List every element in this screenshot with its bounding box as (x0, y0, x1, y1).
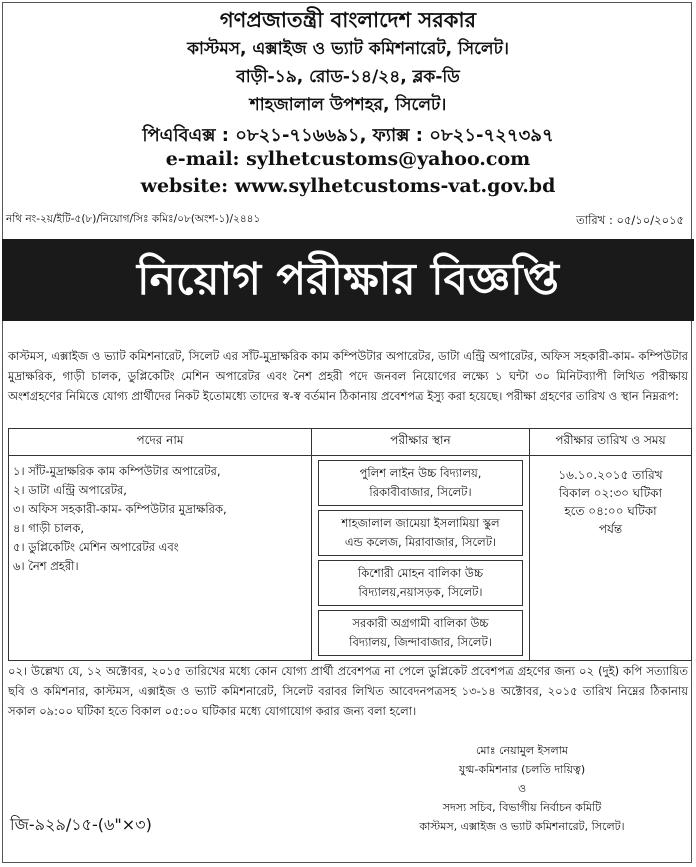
signatory-name: মোঃ নেয়ামুল ইসলাম (475, 744, 569, 757)
exam-datetime (530, 456, 692, 661)
signatory-conjunction: ও (517, 782, 527, 795)
ad-reference: জি-৯২৯/১৫-(৬"×৩) (10, 815, 152, 834)
list-item: ৬। নৈশ প্রহরী। (13, 559, 79, 573)
venue-line: বিদ্যালয়,নয়াসড়ক, সিলেট। (358, 585, 483, 599)
venue-line: সরকারী অগ্রগামী বালিকা উচ্চ (352, 616, 489, 630)
schedule-line: বিকাল ০২:৩০ ঘটিকা (558, 486, 663, 500)
office-name: কাস্টমস, এক্সাইজ ও ভ্যাট কমিশনারেট, সিলেট। (187, 39, 509, 59)
intro-paragraph: কাস্টমস, এক্সাইজ ও ভ্যাট কমিশনারেট, সিলেট এর সাঁট-মুদ্রাক্ষরিক কাম কম্পিউটার অপারেটর, ডাটা এন্ট্রি অপারেটর, অফিস সহকারী-কাম- কম্পিউটার মুদ্রাক্ষরিক, গাড়ী চালক, ডুপ্লিকেটিং মেশিন অপারেটর এবং নৈশ প্রহরী পদে জনবল নিয়োগের লক্ষ্যে ১ ঘন্টা ৩০ মিনিটব্যাপী লিখিত পরীক্ষায় অংশগ্রহণের নিমিত্তে যোগ্য প্রার্থীদের নিকট ইতোমধ্যে তাদের স্ব-স্ব বর্তমান ঠিকানায় প্রবেশপত্র ইস্যু করা হয়েছে। পরীক্ষা গ্রহণের তারিখ ও স্থান নিম্নরূপ: (8, 349, 688, 403)
header-exam-venue: পরীক্ষার স্থান (312, 429, 530, 456)
venue-list (312, 456, 530, 661)
signatory-role: সদস্য সচিব, বিভাগীয় নির্বাচন কমিটি (442, 801, 602, 814)
schedule-line: ১৬.১০.২০১৫ তারিখ (558, 468, 663, 482)
table-row (9, 456, 692, 661)
note-paragraph: ০২। উল্লেখ্য যে, ১২ অক্টোবর, ২০১৫ তারিখের মধ্যে কোন যোগ্য প্রার্থী প্রবেশপত্র না পেলে ডুপ্লিকেট প্রবেশপত্র গ্রহণের জন্য ০২ (দুই) কপি সত্যায়িত ছবি ও কমিশনার, কাস্টমস, এক্সাইজ ও ভ্যাট কমিশনারেট, সিলেট বরাবর লিখিত আবেদনপত্রসহ ১৩-১৪ অক্টোবর, ২০১৫ তারিখ নিম্নের ঠিকানায় সকাল ০৯:০০ ঘটিকা হতে বিকাল ০৫:০০ ঘটিকার মধ্যে যোগাযোগ করার জন্য বলা হলো। (8, 664, 688, 718)
memo-date: তারিখ : ০৫/১০/২০১৫ (576, 213, 684, 227)
phone-fax: পিএবিএক্স : ০৮২১-৭১৬৬৯১, ফ্যাক্স : ০৮২১-৭২৭৩৯৭ (142, 125, 554, 146)
email-address: e-mail: sylhetcustoms@yahoo.com (165, 148, 531, 170)
venue-line: কিশোরী মোহন বালিকা উচ্চ (357, 566, 484, 580)
memo-number: নথি নং-২য়/ইটি-৫(৮)/নিয়োগ/সিঃ কমিঃ/০৮(অংশ-১)/২৪৪১ (6, 213, 261, 225)
address-line-1: বাড়ী-১৯, রোড-১৪/২৪, ব্লক-ডি (236, 67, 460, 87)
list-item: ২। ডাটা এন্ট্রি অপারেটর, (13, 483, 127, 497)
signatory-office: কাস্টমস, এক্সাইজ ও ভ্যাট কমিশনারেট, সিলেট। (419, 820, 625, 833)
venue-line: রিকাবীবাজার, সিলেট। (369, 485, 472, 499)
venue-line: পুলিশ লাইন উচ্চ বিদ্যালয়, (359, 466, 482, 480)
header-exam-datetime: পরীক্ষার তারিখ ও সময় (530, 429, 692, 456)
list-item: ৪। গাড়ী চালক, (13, 521, 85, 535)
list-item: ৫। ডুপ্লিকেটিং মেশিন অপারেটর এবং (13, 540, 179, 554)
notice-title-banner: নিয়োগ পরীক্ষার বিজ্ঞপ্তি (2, 239, 694, 321)
website-address: website: www.sylhetcustoms-vat.gov.bd (140, 175, 556, 197)
government-title: গণপ্রজাতন্ত্রী বাংলাদেশ সরকার (219, 8, 477, 32)
venue-box (318, 510, 523, 556)
schedule-line: হতে ০৪:০০ ঘটিকা (564, 504, 657, 518)
exam-schedule-table (8, 428, 692, 661)
venue-box (318, 610, 523, 656)
venue-line: এন্ড কলেজ, মিরাবাজার, সিলেট। (344, 535, 497, 549)
venue-line: বিদ্যালয়, জিন্দাবাজার, সিলেট। (349, 635, 492, 649)
header-post-name: পদের নাম (9, 429, 312, 456)
list-item: ৩। অফিস সহকারী-কাম- কম্পিউটার মুদ্রাক্ষরিক, (13, 502, 227, 516)
venue-line: শাহজালাল জামেয়া ইসলামিয়া স্কুল (341, 516, 500, 530)
signature-block (372, 741, 672, 836)
post-list (9, 456, 312, 661)
address-line-2: শাহজালাল উপশহর, সিলেট। (249, 95, 447, 115)
list-item: ১। সাঁট-মুদ্রাক্ষরিক কাম কম্পিউটার অপারেটর, (13, 464, 221, 478)
venue-box (318, 460, 523, 506)
venue-box (318, 560, 523, 606)
signatory-title: যুগ্ম-কমিশনার (চলতি দায়িত্ব) (458, 763, 586, 776)
table-header-row (9, 429, 692, 456)
schedule-line: পর্যন্ত (598, 522, 623, 536)
